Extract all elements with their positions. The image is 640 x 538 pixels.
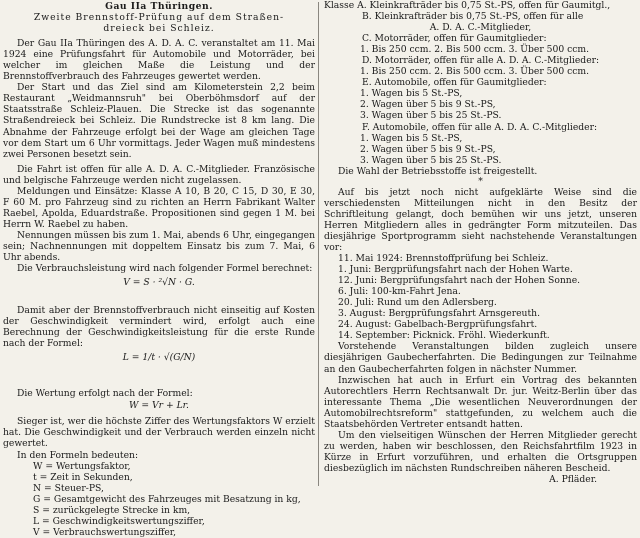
event-item: 3. August: Bergprüfungsfahrt Arnsgereuth.	[338, 308, 540, 320]
legend-item: N = Steuer-PS,	[33, 482, 104, 494]
event-item: 24. August: Gabelbach-Bergprüfungsfahrt.	[338, 319, 538, 331]
paragraph: Damit aber der Brennstoffverbrauch nicht einseitig auf Kosten der Geschwindigkeit vermindert wird, erfolgt auch eine Berechnung der Geschwindigkeitsleistung für die erste Runde nach der Formel:	[3, 305, 315, 350]
right-column	[324, 0, 637, 485]
paragraph: Die Verbrauchsleistung wird nach folgender Formel berechnet:	[17, 263, 313, 275]
class-line: Klasse A. Kleinkrafträder bis 0,75 St.-PS, offen für Gaumitgl.,	[324, 0, 611, 11]
left-column	[3, 0, 315, 538]
paragraph: Meldungen und Einsätze: Klasse A 10, B 20, C 15, D 30, E 30, F 60 M. pro Fahrzeug sind zu richten an Herrn Fabrikant Walter Raebel, Apolda, Eduardstraße. Propositionen sind gegen 1 M. bei Herrn W. Raebel zu haben.	[3, 185, 315, 230]
class-line: E. Automobile, offen für Gaumitglieder:	[362, 77, 547, 89]
class-line: 2. Wagen über 5 bis 9 St.-PS,	[360, 143, 496, 155]
class-line: F. Automobile, offen für alle A. D. A. C.-Mitglieder:	[362, 121, 598, 133]
legend-item: t = Zeit in Sekunden,	[33, 471, 133, 483]
section-separator: *	[478, 175, 483, 187]
paragraph: Nennungen müssen bis zum 1. Mai, abends 6 Uhr, eingegangen sein; Nachnennungen mit doppeltem Einsatz bis zum 7. Mai, 6 Uhr abends.	[3, 229, 315, 264]
class-line: C. Motorräder, offen für Gaumitglieder:	[362, 33, 547, 45]
class-line: 1. Wagen bis 5 St.-PS,	[360, 132, 463, 144]
paragraph: Inzwischen hat auch in Erfurt ein Vortrag des bekannten Autorechtlers Herrn Rechtsanwalt Dr. jur. Weitz-Berlin über das interessante Thema „Die wesentlichen Neuverordnungen der Automobilrechtsreform" stattgefunden, zu welchem auch die Staatsbehörden Vertreter entsandt hatten.	[324, 374, 637, 430]
formula-verbrauch: V = S · ²√N · G.	[123, 277, 195, 289]
article-subtitle-line2: dreieck bei Schleiz.	[103, 23, 215, 35]
event-item: 20. Juli: Rund um den Adlersberg.	[338, 297, 497, 309]
event-item: 1. Juni: Bergprüfungsfahrt nach der Hohen Warte.	[338, 264, 573, 276]
class-line: 1. Bis 250 ccm. 2. Bis 500 ccm. 3. Über 500 ccm.	[360, 44, 590, 56]
paragraph: Auf bis jetzt noch nicht aufgeklärte Weise sind die verschiedensten Mitteilungen nicht in den Besitz der Schriftleitung gelangt, doch bemühen wir uns jetzt, unseren Herren Mitgliedern alles in gedrängter Form mitzuteilen. Das diesjährige Sportprogramm sieht nachstehende Veranstaltungen vor:	[324, 186, 637, 253]
paragraph: Der Start und das Ziel sind am Kilometerstein 2,2 beim Restaurant „Weidmannsruh" bei Oberböhmsdorf auf der Staatsstraße Schleiz-Plauen. Die Strecke ist das sogenannte Straßendreieck bei Schleiz. Die Rundstrecke ist 8 km lang. Die Abnahme der Fahrzeuge erfolgt bei der Wage am gleichen Tage vor dem Start um 6 Uhr vormittags. Jeder Wagen muß mindestens zwei Personen besetzt sein.	[3, 82, 315, 160]
legend-item: W = Wertungsfaktor,	[33, 460, 131, 472]
event-item: 6. Juli: 100-km-Fahrt Jena.	[338, 286, 461, 298]
legend-item: L = Geschwindigkeitswertungsziffer,	[33, 515, 205, 527]
column-rule	[318, 2, 319, 486]
paragraph: Der Gau IIa Thüringen des A. D. A. C. veranstaltet am 11. Mai 1924 eine Prüfungsfahrt für Automobile und Motorräder, bei welcher im gleichen Maße die Leistung und der Brennstoffverbrauch des Fahrzeuges gewertet werden.	[3, 38, 315, 83]
class-line: 3. Wagen über 5 bis 25 St.-PS.	[360, 154, 502, 166]
paragraph: Die Wahl der Betriebsstoffe ist freigestellt.	[338, 165, 538, 177]
paragraph: Die Fahrt ist offen für alle A. D. A. C.-Mitglieder. Französische und belgische Fahrzeuge werden nicht zugelassen.	[3, 163, 315, 186]
class-line: 2. Wagen über 5 bis 9 St.-PS,	[360, 99, 496, 111]
class-line: B. Kleinkrafträder bis 0,75 St.-PS, offen für alle	[362, 11, 584, 23]
article-subtitle-line1: Zweite Brennstoff-Prüfung auf dem Straßen-	[33, 12, 285, 24]
class-line: 1. Bis 250 ccm. 2. Bis 500 ccm. 3. Über 500 ccm.	[360, 66, 590, 78]
event-item: 11. Mai 1924: Brennstoffprüfung bei Schleiz.	[338, 253, 549, 265]
class-line: D. Motorräder, offen für alle A. D. A. C.-Mitglieder:	[362, 55, 600, 67]
paragraph: Sieger ist, wer die höchste Ziffer des Wertungsfaktors W erzielt hat. Die Geschwindigkeit und der Verbrauch werden einzeln nicht gewertet.	[3, 416, 315, 450]
legend-item: V = Verbrauchswertungsziffer,	[33, 526, 177, 538]
class-line: 3. Wagen über 5 bis 25 St.-PS.	[360, 110, 502, 122]
signature: A. Pfläder.	[549, 473, 597, 485]
legend-item: G = Gesamtgewicht des Fahrzeuges mit Besatzung in kg,	[33, 493, 301, 505]
event-item: 12. Juni: Bergprüfungsfahrt nach der Hohen Sonne.	[338, 275, 581, 287]
paragraph: Um den vielseitigen Wünschen der Herren Mitglieder gerecht zu werden, haben wir beschlossen, den Reichsfahrtfilm 1923 in Kürze in Erfurt vorzuführen, und erhalten die Ortsgruppen diesbezüglich im nächsten Rundschreiben näheren Bescheid.	[324, 429, 637, 474]
class-line: A. D. A. C.-Mitglieder,	[429, 22, 532, 34]
legend-item: S = zurückgelegte Strecke in km,	[33, 504, 191, 516]
event-item: 14. September: Picknick. Fröhl. Wiederkunft.	[338, 330, 550, 342]
section-title: Gau IIa Thüringen.	[105, 1, 213, 12]
paragraph: Vorstehende Veranstaltungen bilden zugleich unsere diesjährigen Gaubecherfahrten. Die Bedingungen zur Teilnahme an den Gaubecherfahrten folgen in nächster Nummer.	[324, 341, 637, 375]
paragraph: Die Wertung erfolgt nach der Formel:	[17, 388, 193, 400]
class-line: 1. Wagen bis 5 St.-PS,	[360, 88, 463, 100]
paragraph: In den Formeln bedeuten:	[17, 449, 139, 461]
formula-wertung: W = Vr + Lr.	[129, 400, 189, 412]
formula-geschwindigkeit: L = 1/t · √(G/N)	[122, 352, 196, 364]
